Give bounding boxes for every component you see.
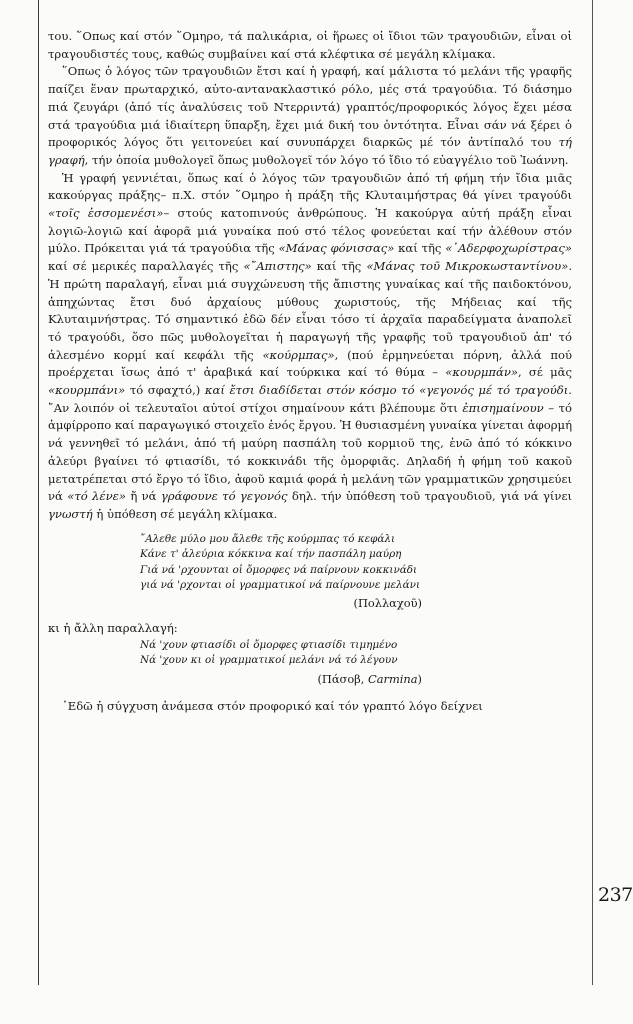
right-margin-rule	[592, 0, 593, 985]
page-number: 237	[598, 884, 633, 906]
p3-seg-q: τό σφαχτό,)	[129, 383, 201, 398]
p3-seg-c: – στούς κατοπινούς ἀνθρώπους. Ἡ κακούργα αὐτή πράξη εἶναι λογιῶ-λογιῶ καί ἀφορᾶ μιά γυναίκα πού στό τέλος φονεύεται καί τήν ἀλέθουν στόν μύλο. Πρόκειται γιά τά τραγούδια τῆς	[48, 206, 572, 256]
p3-seg-end: ἡ ὑπόθεση σέ μεγάλη κλίμακα.	[96, 506, 278, 521]
p3-word-kourmpan: «κουρμπάν»	[445, 365, 518, 380]
p3-seg-y: δηλ. τήν ὑπόθεση τοῦ τραγουδιοῦ, γιά νά γίνει	[291, 489, 573, 504]
left-margin-rule	[38, 0, 39, 985]
poem-2-attribution-title: Carmina	[368, 671, 418, 686]
p3-word-kourmpas: «κούρμπας»	[262, 347, 335, 362]
poem-1-line: Κάνε τ' ἀλεύρια κόκκινα καί τήν πασπάλη μαύρη	[140, 548, 402, 561]
p3-seg-w: ἤ νά	[130, 489, 157, 504]
poem-2-attribution-suffix: )	[417, 671, 422, 686]
p3-word-kourmpani: «κουρμπάνι»	[48, 383, 126, 398]
variant-intro: κι ἡ ἄλλη παραλλαγή:	[48, 621, 178, 636]
poem-1-line: ῎Αλεθε μύλο μου ἄλεθε τῆς κούρμπας τό κεφάλι	[140, 532, 396, 545]
paragraph-2-end: , τήν ὁποία μυθολογεῖ ὅπως μυθολογεῖ τόν λόγο τό ἴδιο τό εὐαγγέλιο τοῦ Ἰωάννη.	[84, 152, 569, 167]
paragraph-2-emphasis: τή γραφή	[48, 135, 572, 167]
p3-word-gnosti: γνωστή	[48, 506, 93, 521]
p3-seg-g: καί σέ μερικές παραλλαγές τῆς	[48, 259, 239, 274]
p3-seg-m: , (πού ἑρμηνεύεται πόρνη, ἀλλά πού προέρχεται ἴσως ἀπό τ' ἀραβικά καί τούρκικα καί τό θύμα –	[48, 347, 573, 380]
paragraph-2	[48, 63, 572, 169]
p3-quote-to-lene: «τό λένε»	[67, 489, 126, 504]
p3-quote-essomenesi: «τοῖς ἐσσομενέσι»	[48, 206, 164, 221]
poem-1-line: Γιά νά 'ρχουνται οἱ ὄμορφες νά παίρνουν κοκκινάδι	[140, 563, 418, 576]
poem-2-attribution-prefix: (Πάσοβ,	[317, 671, 365, 686]
poem-1-attribution: (Πολλαχοῦ)	[353, 596, 422, 611]
text-column	[48, 28, 572, 716]
poem-2	[48, 638, 572, 669]
poem-2-line: Νά 'χουν κι οἱ γραμματικοί μελάνι νά τό λέγουν	[140, 654, 398, 667]
p3-word-episimainoun: ἐπισημαίνουν	[462, 400, 544, 415]
final-paragraph: ᾿Εδῶ ἡ σύγχυση ἀνάμεσα στόν προφορικό καί τόν γραπτό λόγο δείχνει	[62, 698, 483, 713]
p3-emphasis-diadidetai: καί ἔτσι διαδίδεται στόν κόσμο τό «γεγονός μέ τό τραγούδι.	[204, 383, 572, 398]
paragraph-1: του. ῞Οπως καί στόν ῞Ομηρο, τά παλικάρια, οἱ ἥρωες οἱ ἴδιοι τῶν τραγουδιῶν, εἶναι οἱ τραγουδιστές τους, καθώς συμβαίνει καί στά κλέφτικα σέ μεγάλη κλίμακα.	[48, 29, 572, 61]
p3-seg-o: , σέ μᾶς	[517, 365, 572, 380]
p3-seg-i: καί τῆς	[316, 259, 362, 274]
p3-seg-a: Ἡ γραφή γεννιέται, ὅπως καί ὁ λόγος τῶν τραγουδιῶν ἀπό τή φήμη τήν ἴδια μιᾶς κακούργας πράξης– π.Χ. στόν ῞Ομηρο ἡ πράξη τῆς Κλυταιμήστρας θά γίνει τραγούδι	[48, 170, 572, 203]
p3-emphasis-grafoune: γράφουνε τό γεγονός	[160, 489, 288, 504]
p3-title-aderfochoristras: «᾿Αδερφοχωρίστρας»	[445, 241, 572, 256]
p3-seg-e: καί τῆς	[398, 241, 442, 256]
poem-1-line: γιά νά 'ρχονται οἱ γραμματικοί νά παίρνουνε μελάνι	[140, 579, 421, 592]
poem-2-attribution	[48, 671, 572, 688]
poem-2-line: Νά 'χουν φτιασίδι οἱ ὄμορφες φτιασίδι τιμημένο	[140, 638, 398, 651]
paragraph-2-text: ῞Οπως ὁ λόγος τῶν τραγουδιῶν ἔτσι καί ἡ γραφή, καί μάλιστα τό μελάνι τῆς γραφῆς παίζει ἕναν πρωταρχικό, αὐτο-αντανακλαστικό ρόλο, μές στά τραγούδια. Τό διάσημο πιά ζευγάρι (ἀπό τίς ἀναλύσεις τοῦ Ντερριντά) γραπτός/προφορικός λόγος ἔχει μέσα στά τραγούδια μιά ἰδιαίτερη ὕπαρξη, ἔχει μιά δική του ὀντότητα. Εἶναι σάν νά ξέρει ὁ προφορικός λόγος ὅτι γειτονεύει καί συνυπάρχει διαρκῶς μέ τόν ἀντίπαλό του	[48, 64, 572, 150]
poem-1	[48, 532, 572, 594]
p3-title-apistis: «῎Απιστης»	[243, 259, 312, 274]
p3-title-mikrokostantinou: «Μάνας τοῦ Μικροκωσταντίνου»	[366, 259, 569, 274]
paragraph-3	[48, 170, 572, 524]
p3-seg-k: . Ἡ πρώτη παραλαγή, εἶναι μιά συγχώνευση τῆς ἄπιστης γυναίκας καί τῆς παιδοκτόνου, ἀπηχώντας ἔτσι δυό ἀρχαίους μύθους χωριστούς, τῆς Μήδειας καί τῆς Κλυταιμνήστρας. Τό σημαντικό ἐδῶ δέν εἶναι τόσο τί ἀρχαῖα παραδείγματα ἀναπολεῖ τό τραγούδι, ὅσο πῶς μυθολογεῖται ἡ παραγωγή τῆς γραφῆς τοῦ τραγουδιοῦ ἀπ' τό ἀλεσμένο κορμί καί κεφάλι τῆς	[48, 259, 572, 362]
p3-title-manas-fonissas: «Μάνας φόνισσας»	[278, 241, 395, 256]
p3-seg-u: – τό ἀμφίρροπο καί παραγωγικό στοιχεῖο ἑνός ἔργου. Ἡ θυσιασμένη γυναίκα γίνεται ἀφορμή νά γεννηθεῖ τό μελάνι, ἀπό τή μαύρη πασπάλη τοῦ κορμιοῦ της, ἐνῶ ἀπό τό κόκκινο ἀλεύρι βγαίνει τό φτιασίδι, τό κοκκινάδι τῆς ὀμορφιᾶς. Δηλαδή ἡ φήμη τοῦ κακοῦ μετατρέπεται στό ἔργο τό ἴδιο, ἀφοῦ καμιά φορά ἡ μελάνη τῶν γραμματικῶν χρησιμεύει νά	[48, 400, 573, 504]
p3-seg-s: ῎Αν λοιπόν οἱ τελευταῖοι αὐτοί στίχοι σημαίνουν κάτι βλέπουμε ὅτι	[48, 400, 458, 415]
